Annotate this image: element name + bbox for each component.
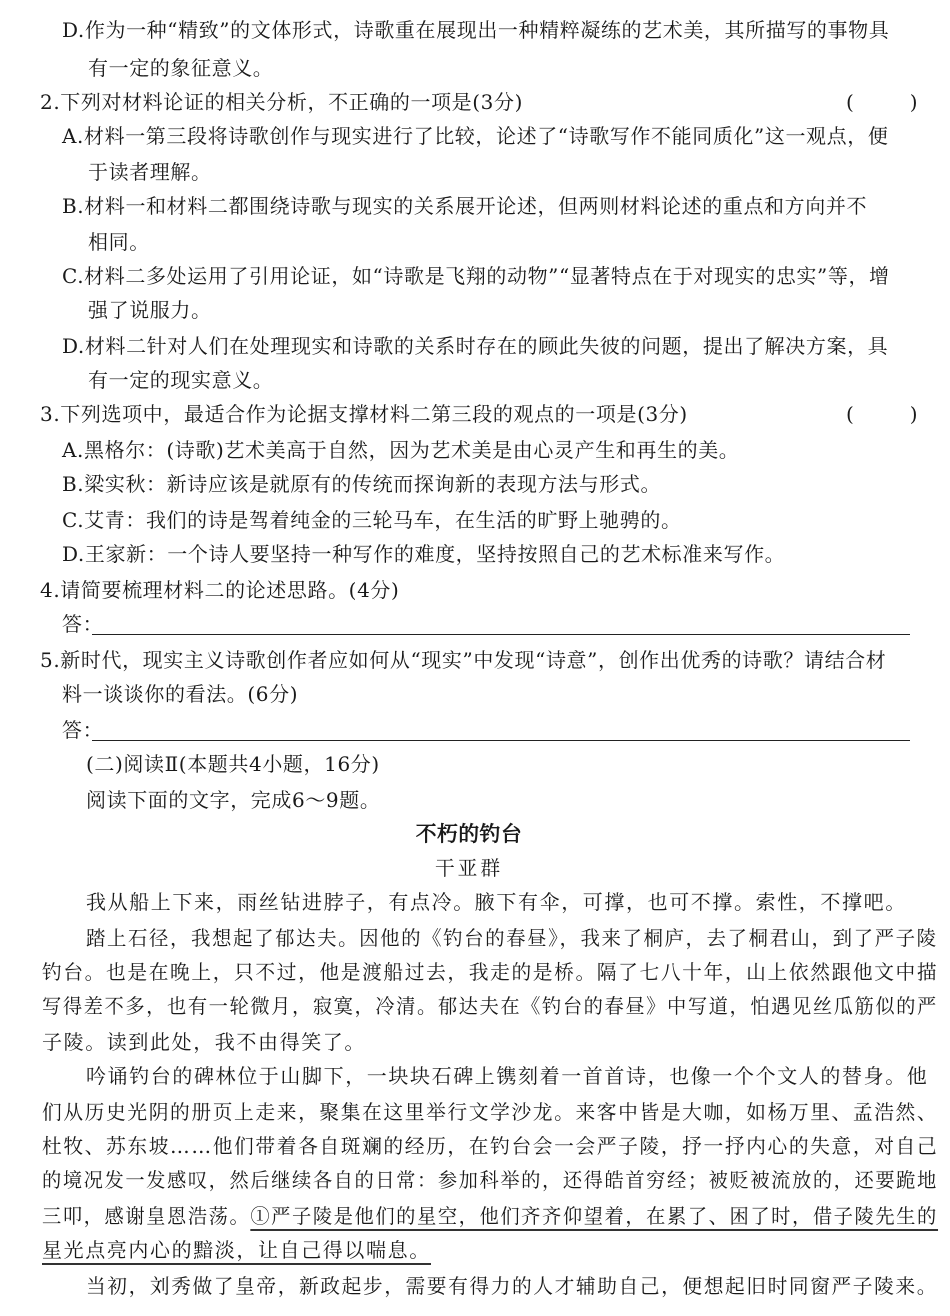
q4-answer-line[interactable] [92, 634, 910, 635]
passage-p3-line1: 吟诵钓台的碑林位于山脚下，一块块石碑上镌刻着一首首诗，也像一个个文人的替身。他 [86, 1064, 929, 1088]
underlined-sentence-1-part2: 星光点亮内心的黯淡，让自己得以喘息。 [42, 1238, 431, 1265]
q2-option-d-line1: D.材料二针对人们在处理现实和诗歌的关系时存在的顾此失彼的问题，提出了解决方案，具 [62, 334, 889, 358]
q5-answer-line[interactable] [92, 740, 910, 741]
q4-answer-label: 答： [62, 612, 104, 636]
q5-stem-line2: 料一谈谈你的看法。(6分) [62, 682, 299, 706]
q1-option-d-line2: 有一定的象征意义。 [88, 56, 274, 80]
passage-p3-line3: 杜牧、苏东坡……他们带着各自斑斓的经历，在钓台会一会严子陵，抒一抒内心的失意，对自己 [42, 1134, 939, 1158]
passage-author: 干亚群 [434, 856, 504, 880]
passage-paragraph-1: 我从船上下来，雨丝钻进脖子，有点冷。腋下有伞，可撑，也可不撑。索性，不撑吧。 [86, 890, 907, 914]
q2-option-a-line1: A.材料一第三段将诗歌创作与现实进行了比较，论述了“诗歌写作不能同质化”这一观点，便 [62, 124, 889, 148]
q3-answer-bracket[interactable]: ( ) [846, 402, 936, 426]
q3-option-c: C.艾青：我们的诗是驾着纯金的三轮马车，在生活的旷野上驰骋的。 [62, 508, 682, 532]
passage-p3-line5-plain: 三叩，感谢皇恩浩荡。 [42, 1204, 251, 1228]
q2-option-b-line2: 相同。 [88, 230, 150, 254]
passage-p3-line4: 的境况发一发感叹，然后继续各自的日常：参加科举的，还得皓首穷经；被贬被流放的，还要跪地 [42, 1168, 938, 1192]
q4-stem: 4.请简要梳理材料二的论述思路。(4分) [40, 578, 400, 602]
section-instruction: 阅读下面的文字，完成6～9题。 [86, 788, 381, 812]
q3-stem: 3.下列选项中，最适合作为论据支撑材料二第三段的观点的一项是(3分) [40, 402, 688, 426]
section-header: (二)阅读Ⅱ(本题共4小题，16分) [86, 752, 380, 776]
underlined-sentence-1-part1: ①严子陵是他们的星空，他们齐齐仰望着，在累了、困了时，借子陵先生的 [250, 1204, 938, 1231]
q2-option-c-line2: 强了说服力。 [88, 298, 212, 322]
q3-option-d: D.王家新：一个诗人要坚持一种写作的难度，坚持按照自己的艺术标准来写作。 [62, 542, 786, 566]
passage-p3-line5 [42, 1202, 938, 1230]
passage-p2-line1: 踏上石径，我想起了郁达夫。因他的《钓台的春昼》，我来了桐庐，去了桐君山，到了严子陵 [86, 926, 938, 950]
q2-option-b-line1: B.材料一和材料二都围绕诗歌与现实的关系展开论述，但两则材料论述的重点和方向并不 [62, 194, 868, 218]
passage-paragraph-4: 当初，刘秀做了皇帝，新政起步，需要有得力的人才辅助自己，便想起旧时同窗严子陵来。 [86, 1274, 938, 1298]
q3-option-b: B.梁实秋：新诗应该是就原有的传统而探询新的表现方法与形式。 [62, 472, 662, 496]
q2-answer-bracket[interactable]: ( ) [846, 90, 936, 114]
passage-title: 不朽的钓台 [415, 822, 523, 846]
passage-p2-line4: 子陵。读到此处，我不由得笑了。 [42, 1030, 366, 1054]
q1-option-d-line1: D.作为一种“精致”的文体形式，诗歌重在展现出一种精粹凝练的艺术美，其所描写的事物具 [62, 18, 890, 42]
passage-p2-line2: 钓台。也是在晚上，只不过，他是渡船过去，我走的是桥。隔了七八十年，山上依然跟他文中描 [42, 960, 939, 984]
passage-p3-line2: 们从历史光阴的册页上走来，聚集在这里举行文学沙龙。来客中皆是大咖，如杨万里、孟浩然、 [42, 1100, 939, 1124]
q2-option-c-line1: C.材料二多处运用了引用论证，如“诗歌是飞翔的动物”“显著特点在于对现实的忠实”等，增 [62, 264, 890, 288]
q5-answer-label: 答： [62, 718, 104, 742]
q2-stem: 2.下列对材料论证的相关分析，不正确的一项是(3分) [40, 90, 524, 114]
q3-option-a: A.黑格尔：(诗歌)艺术美高于自然，因为艺术美是由心灵产生和再生的美。 [62, 438, 740, 462]
passage-p3-line6 [42, 1236, 431, 1264]
passage-p2-line3: 写得差不多，也有一轮微月，寂寞，冷清。郁达夫在《钓台的春昼》中写道，怕遇见丝瓜筋似的严 [42, 994, 938, 1018]
q5-stem-line1: 5.新时代，现实主义诗歌创作者应如何从“现实”中发现“诗意”，创作出优秀的诗歌？请结合材 [40, 648, 887, 672]
q2-option-a-line2: 于读者理解。 [88, 160, 212, 184]
q2-option-d-line2: 有一定的现实意义。 [88, 368, 274, 392]
